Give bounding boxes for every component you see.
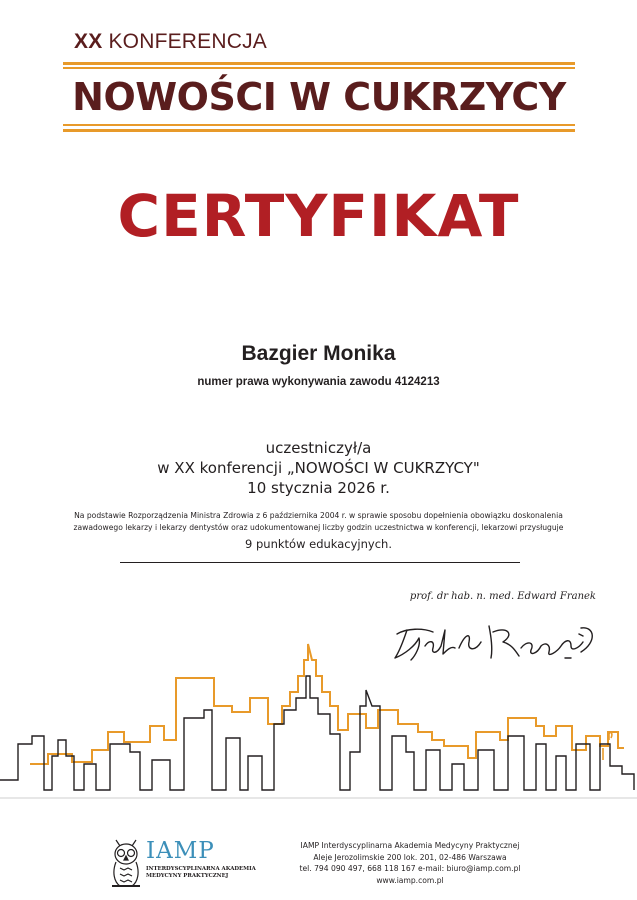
recipient-name: Bazgier Monika: [241, 342, 396, 365]
warsaw-skyline-illustration: [0, 640, 637, 810]
logo-subtitle-line2: MEDYCYNY PRAKTYCZNEJ: [146, 873, 229, 879]
legal-text-line2: zawadowego lekarzy i lekarzy dentystów oraz udokumentowanej liczby godzin uczestnictwa w konferencji, lekarzowi przysługuje: [73, 523, 564, 532]
bottom-bar-upper: [63, 124, 575, 126]
conference-number: XX: [74, 30, 103, 53]
event-date: 10 stycznia 2026 r.: [247, 479, 390, 497]
bottom-bar-lower: [63, 129, 575, 132]
footer-address: Aleje Jerozolimskie 200 lok. 201, 02-486 Warszawa: [313, 852, 507, 862]
signer-name: prof. dr hab. n. med. Edward Franek: [409, 591, 596, 602]
education-points: 9 punktów edukacyjnych.: [245, 537, 392, 551]
top-bar-upper: [63, 62, 575, 65]
footer-website: www.iamp.com.pl: [376, 875, 444, 885]
logo-subtitle-line1: INTERDYSCYPLINARNA AKADEMIA: [146, 866, 256, 872]
footer-contact: [260, 840, 560, 886]
owl-logo-icon: [108, 834, 144, 890]
logo-subtitle: [146, 866, 256, 880]
license-number: numer prawa wykonywania zawodu 4124213: [197, 376, 440, 388]
top-bar-lower: [63, 67, 575, 69]
conference-title: NOWOŚCI W CUKRZYCY: [72, 75, 566, 119]
legal-text-line1: Na podstawie Rozporządzenia Ministra Zdrowia z 6 października 2004 r. w sprawie sposobu dopełnienia obowiązku doskonalenia: [74, 511, 563, 520]
divider-line: [120, 562, 520, 563]
conference-line: w XX konferencji „NOWOŚCI W CUKRZYCY": [157, 459, 480, 477]
footer-org-name: IAMP Interdyscyplinarna Akademia Medycyny Praktycznej: [300, 841, 520, 850]
footer-phone-email: tel. 794 090 497, 668 118 167 e-mail: biuro@iamp.com.pl: [299, 864, 521, 873]
certificate-heading: CERTYFIKAT: [117, 182, 520, 250]
conference-prefix: [74, 30, 267, 54]
participation-line: uczestniczył/a: [265, 439, 372, 457]
logo-name: IAMP: [146, 838, 215, 864]
conference-word: KONFERENCJA: [102, 30, 268, 53]
